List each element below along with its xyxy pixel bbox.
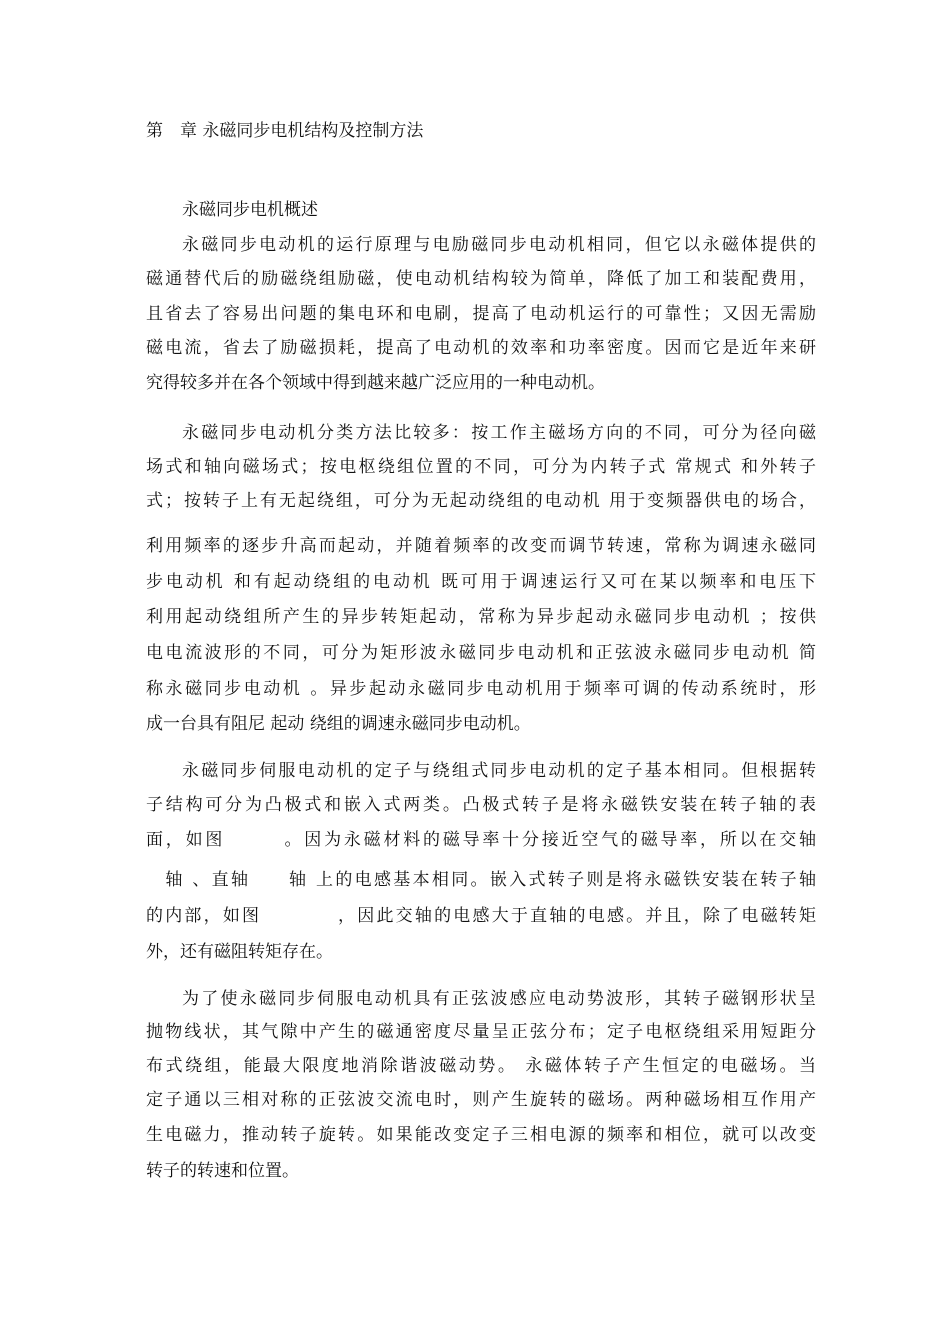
paragraph-line: 定子通以三相对称的正弦波交流电时，则产生旋转的磁场。两种磁场相互作用产 [146, 1090, 816, 1110]
section-title: 永磁同步电机概述 [182, 200, 318, 220]
paragraph-line: 抛物线状，其气隙中产生的磁通密度尽量呈正弦分布；定子电枢绕组采用短距分 [146, 1022, 816, 1042]
paragraph-line: 利用起动绕组所产生的异步转矩起动，常称为异步起动永磁同步电动机 ；按供 [146, 607, 816, 627]
paragraph-line: 电电流波形的不同，可分为矩形波永磁同步电动机和正弦波永磁同步电动机 简 [146, 643, 816, 663]
paragraph-line: 步电动机 和有起动绕组的电动机 既可用于调速运行又可在某以频率和电压下 [146, 572, 816, 592]
paragraph-line: 生电磁力，推动转子旋转。如果能改变定子三相电源的频率和相位，就可以改变 [146, 1125, 816, 1145]
chapter-title: 第 章 永磁同步电机结构及控制方法 [146, 121, 424, 141]
paragraph-line: 究得较多并在各个领域中得到越来越广泛应用的一种电动机。 [146, 373, 605, 393]
paragraph-line: 外，还有磁阻转矩存在。 [146, 942, 333, 962]
paragraph-line: 利用频率的逐步升高而起动，并随着频率的改变而调节转速，常称为调速永磁同 [146, 536, 816, 556]
paragraph-line: 磁电流，省去了励磁损耗，提高了电动机的效率和功率密度。因而它是近年来研 [146, 338, 816, 358]
paragraph-line: 的内部，如图 ，因此交轴的电感大于直轴的电感。并且，除了电磁转矩 [146, 906, 816, 926]
paragraph-line: 轴 、直轴 轴 上的电感基本相同。嵌入式转子则是将永磁铁安装在转子轴 [146, 870, 816, 890]
paragraph-line: 磁通替代后的励磁绕组励磁，使电动机结构较为简单，降低了加工和装配费用， [146, 269, 816, 289]
paragraph-line: 称永磁同步电动机 。异步起动永磁同步电动机用于频率可调的传动系统时，形 [146, 679, 816, 699]
paragraph-line: 永磁同步电动机分类方法比较多：按工作主磁场方向的不同，可分为径向磁 [182, 423, 816, 443]
paragraph-line: 转子的转速和位置。 [146, 1161, 299, 1181]
paragraph-line: 场式和轴向磁场式；按电枢绕组位置的不同，可分为内转子式 常规式 和外转子 [146, 457, 816, 477]
paragraph-line: 式；按转子上有无起绕组，可分为无起动绕组的电动机 用于变频器供电的场合， [146, 491, 816, 511]
paragraph-line: 永磁同步电动机的运行原理与电励磁同步电动机相同，但它以永磁体提供的 [182, 235, 816, 255]
paragraph-line: 且省去了容易出问题的集电环和电刷，提高了电动机运行的可靠性；又因无需励 [146, 304, 816, 324]
paragraph-line: 子结构可分为凸极式和嵌入式两类。凸极式转子是将永磁铁安装在转子轴的表 [146, 795, 816, 815]
paragraph-line: 为了使永磁同步伺服电动机具有正弦波感应电动势波形，其转子磁钢形状呈 [182, 989, 816, 1009]
paragraph-line: 永磁同步伺服电动机的定子与绕组式同步电动机的定子基本相同。但根据转 [182, 761, 816, 781]
paragraph-line: 布式绕组，能最大限度地消除谐波磁动势。 永磁体转子产生恒定的电磁场。当 [146, 1056, 816, 1076]
paragraph-line: 面，如图 。因为永磁材料的磁导率十分接近空气的磁导率，所以在交轴 [146, 830, 816, 850]
paragraph-line: 成一台具有阻尼 起动 绕组的调速永磁同步电动机。 [146, 714, 531, 734]
